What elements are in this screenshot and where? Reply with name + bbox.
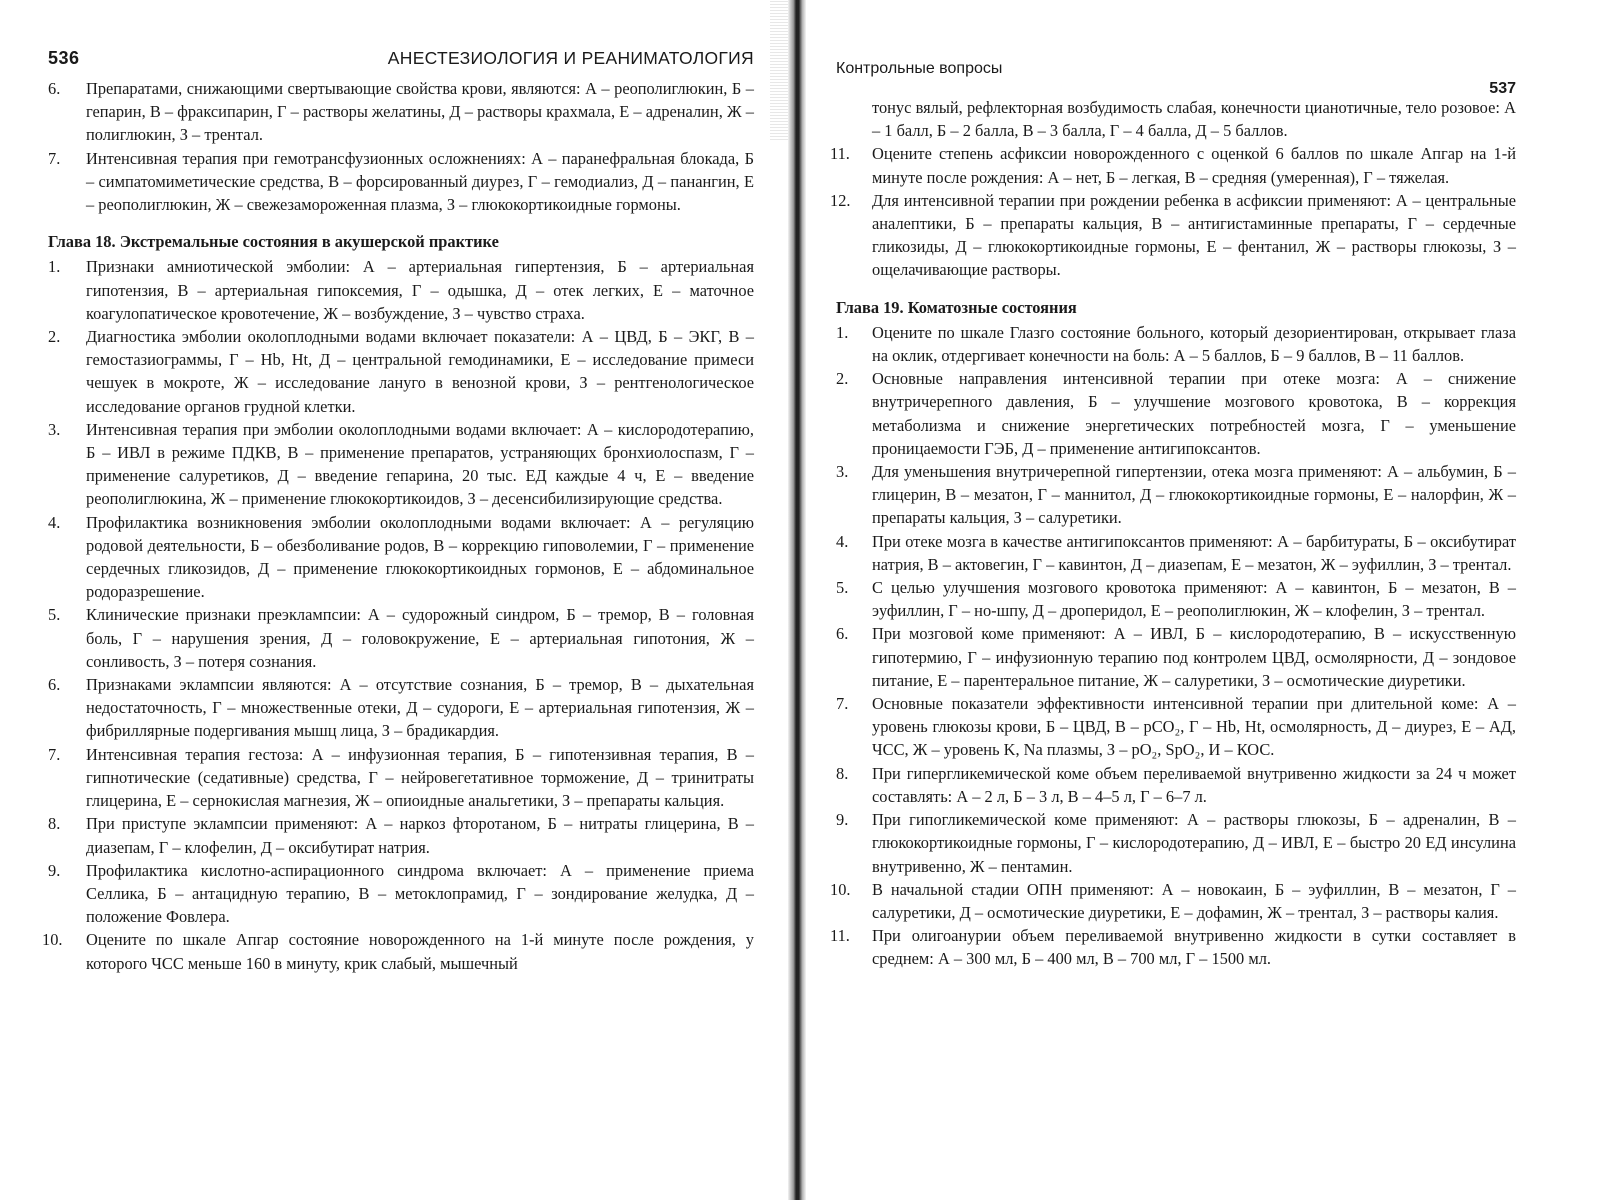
left-page	[0, 0, 790, 1200]
list-item	[48, 418, 754, 511]
question-number: 1.	[48, 257, 61, 277]
list-item	[48, 77, 754, 147]
list-item	[830, 189, 1516, 282]
question-number: 2.	[48, 327, 61, 347]
list-item	[836, 808, 1516, 878]
question-text: При гипогликемической коме применяют: А – растворы глюкозы, Б – адреналин, В – глюкокортикоидные гормоны, Г – кислородотерапию, Д – ИВЛ, Е – быстро 20 ЕД инсулина внутривенно, Ж – пентамин.	[872, 810, 1516, 876]
question-text: При отеке мозга в качестве антигипоксантов применяют: А – барбитураты, Б – оксибутират натрия, В – актовегин, Г – кавинтон, Д – диазепам, Е – мезатон, Ж – эуфиллин, З – трентал.	[872, 531, 1516, 574]
question-number: 8.	[48, 814, 61, 834]
question-number: 7.	[836, 694, 849, 714]
list-item	[48, 325, 754, 418]
question-text: Интенсивная терапия при гемотрансфузионных осложнениях: А – паранефральная блокада, Б – симпатомиметические средства, В – форсированный диурез, Г – гемодиализ, Д – панангин, Е – реополиглюкин, Ж – свежезамороженная плазма, З – глюкокортикоидные гормоны.	[86, 148, 754, 215]
question-number: 5.	[836, 578, 849, 598]
question-text: В начальной стадии ОПН применяют: А – новокаин, Б – эуфиллин, В – мезатон, Г – салуретики, Д – осмотические диуретики, Е – дофамин, Ж – трентал, З – растворы калия.	[872, 879, 1516, 922]
list-item	[836, 762, 1516, 808]
question-text: При олигоанурии объем переливаемой внутривенно жидкости в сутки составляет в среднем: А – 300 мл, Б – 400 мл, В – 700 мл, Г – 1500 мл.	[872, 926, 1516, 969]
question-text: При мозговой коме применяют: А – ИВЛ, Б – кислородотерапию, В – искусственную гипотермию, Г – инфузионную терапию под контролем ЦВД, осмолярности, Д – зондовое питание, Е – парентеральное питание, Ж – салуретики, З – осмотические диуретики.	[872, 624, 1516, 690]
question-text: Признаки амниотической эмболии: А – артериальная гипертензия, Б – артериальная гипотензия, В – артериальная гипоксемия, Г – одышка, Д – отек легких, Е – маточное коагулопатическое кровотечение, Ж – возбуждение, З – чувство страха.	[86, 257, 754, 323]
chapter-heading: Глава 19. Коматозные состояния	[836, 297, 1077, 317]
question-number: 3.	[48, 419, 61, 439]
question-number: 11.	[830, 144, 850, 164]
question-text: Оцените степень асфиксии новорожденного с оценкой 6 баллов по шкале Апгар на 1-й минуте после рождения: А – нет, Б – легкая, В – средняя (умеренная), Г – тяжелая.	[872, 144, 1516, 187]
question-text: Интенсивная терапия при эмболии околоплодными водами включает: А – кислородотерапию, Б – ИВЛ в режиме ПДКВ, В – применение препаратов, устраняющих бронхиолоспазм, Г – применение салуретиков, Д – введение гепарина, 20 тыс. ЕД каждые 4 ч, Е – введение реополиглюкина, Ж – применение глюкокортикоидов, З – десенсибилизирующие средства.	[86, 419, 754, 509]
list-item	[48, 859, 754, 929]
question-number: 10.	[830, 879, 851, 899]
question-number: 1.	[836, 322, 849, 342]
question-number: 7.	[48, 744, 61, 764]
left-top-questions	[48, 77, 754, 216]
question-text: Основные показатели эффективности интенсивной терапии при длительной коме: А – уровень глюкозы крови, Б – ЦВД, В – pCO₂, Г – Hb, Ht, осмолярность, Д – диурез, Е – АД, ЧСС, Ж – уровень K, Na плазмы, З – pO₂, SpO₂, И – КОС.	[872, 694, 1516, 760]
question-text: Оцените по шкале Глазго состояние больного, который дезориентирован, открывает глаза на оклик, отдергивает конечности на боль: А – 5 баллов, Б – 9 баллов, В – 11 баллов.	[872, 322, 1516, 366]
list-item	[836, 692, 1516, 762]
question-number: 7.	[48, 148, 61, 168]
question-number: 5.	[48, 605, 61, 625]
question-text: С целью улучшения мозгового кровотока применяют: А – кавинтон, Б – мезатон, В – эуфиллин, Г – но-шпу, Д – дроперидол, Е – реополиглюкин, Ж – клофелин, З – трентал.	[872, 578, 1516, 621]
question-text: Для уменьшения внутричерепной гипертензии, отека мозга применяют: А – альбумин, Б – глицерин, В – мезатон, Г – маннитол, Д – глюкокортикоидные гормоны, Е – налорфин, Ж – препараты кальция, З – салуретики.	[872, 462, 1516, 528]
list-item	[836, 367, 1516, 460]
question-number: 2.	[836, 369, 849, 389]
list-item	[48, 603, 754, 673]
question-text: Профилактика кислотно-аспирационного синдрома включает: А – применение приема Селлика, Б – антацидную терапию, В – метоклопрамид, Г – зондирование желудка, Д – положение Фовлера.	[86, 860, 754, 927]
question-text: Основные направления интенсивной терапии при отеке мозга: А – снижение внутричерепного давления, Б – улучшение мозгового кровотока, В – коррекция метаболизма и снижение энергетических потребностей мозга, Г – уменьшение проницаемости ГЭБ, Д – применение антигипоксантов.	[872, 369, 1516, 458]
question-number: 6.	[48, 675, 61, 695]
list-item	[42, 928, 754, 974]
list-item	[48, 255, 754, 325]
question-text: Признаками эклампсии являются: А – отсутствие сознания, Б – тремор, В – дыхательная недостаточность, Г – множественные отеки, Д – судороги, Е – артериальная гипотензия, Ж – фибриллярные подергивания мышц лица, З – брадикардия.	[86, 675, 754, 741]
list-item	[830, 878, 1516, 924]
right-page	[806, 0, 1600, 1200]
question-number: 6.	[836, 624, 849, 644]
list-item	[836, 321, 1516, 367]
list-item	[830, 924, 1516, 970]
left-running-title: АНЕСТЕЗИОЛОГИЯ И РЕАНИМАТОЛОГИЯ	[387, 48, 754, 68]
question-number: 4.	[48, 512, 61, 532]
list-item	[836, 576, 1516, 622]
question-number: 9.	[48, 860, 61, 880]
question-number: 10.	[42, 930, 63, 950]
question-continuation: тонус вялый, рефлекторная возбудимость слабая, конечности цианотичные, тело розовое: А – 1 балл, Б – 2 балла, В – 3 балла, Г – 4 балла, Д – 5 баллов.	[872, 98, 1516, 141]
question-number: 9.	[836, 810, 849, 830]
book-gutter	[788, 0, 806, 1200]
list-item	[48, 743, 754, 813]
question-text: Препаратами, снижающими свертывающие свойства крови, являются: А – реополиглюкин, Б – гепарин, В – фраксипарин, Г – растворы желатины, Д – растворы крахмала, Е – адреналин, Ж – полиглюкин, З – трентал.	[86, 79, 754, 145]
question-number: 12.	[830, 190, 851, 210]
question-text: Интенсивная терапия гестоза: А – инфузионная терапия, Б – гипотензивная терапия, В – гипнотические (седативные) средства, Г – нейровегетативное торможение, Д – тринитраты глицерина, Е – сернокислая магнезия, Ж – опиоидные анальгетики, З – препараты кальция.	[86, 744, 754, 811]
question-text: Профилактика возникновения эмболии околоплодными водами включает: А – регуляцию родовой деятельности, Б – обезболивание родов, В – коррекцию гиповолемии, Г – применение сердечных гликозидов, Д – применение глюкокортикоидных гормонов, Е – абдоминальное родоразрешение.	[86, 512, 754, 602]
question-text: Клинические признаки преэклампсии: А – судорожный синдром, Б – тремор, В – головная боль, Г – нарушения зрения, Д – головокружение, Е – артериальная гипотония, Ж – сонливость, З – потеря сознания.	[86, 605, 754, 671]
chapter-18-questions	[42, 255, 754, 974]
list-item	[48, 673, 754, 743]
question-text: При гипергликемической коме объем переливаемой внутривенно жидкости за 24 ч может составлять: А – 2 л, Б – 3 л, В – 4–5 л, Г – 6–7 л.	[872, 763, 1516, 806]
list-item	[830, 142, 1516, 188]
right-page-number: 537	[1489, 80, 1516, 97]
chapter-heading: Глава 18. Экстремальные состояния в акушерской практике	[48, 232, 499, 252]
question-text: Диагностика эмболии околоплодными водами включает показатели: А – ЦВД, Б – ЭКГ, В – гемостазиограммы, Г – Hb, Ht, Д – центральной гемодинамики, Е – исследование примеси чешуек в мокроте, Ж – исследование лануго в венозной крови, З – рентгенологическое исследование органов грудной клетки.	[86, 327, 754, 416]
list-item	[836, 530, 1516, 576]
chapter-19-questions	[830, 321, 1516, 971]
question-number: 8.	[836, 763, 849, 783]
list-item	[48, 812, 754, 858]
question-text: При приступе эклампсии применяют: А – наркоз фторотаном, Б – нитраты глицерина, В – диазепам, Г – клофелин, Д – оксибутират натрия.	[86, 814, 754, 857]
right-running-title: Контрольные вопросы	[836, 60, 1003, 77]
question-number: 3.	[836, 462, 849, 482]
question-number: 11.	[830, 926, 850, 946]
left-running-head	[48, 48, 754, 69]
list-item	[48, 147, 754, 217]
question-number: 6.	[48, 79, 61, 98]
list-item	[48, 511, 754, 604]
question-text: Оцените по шкале Апгар состояние новорожденного на 1-й минуте после рождения, у которого ЧСС меньше 160 в минуту, крик слабый, мышечный	[86, 930, 754, 973]
question-number: 4.	[836, 531, 849, 551]
list-item	[836, 622, 1516, 692]
right-top-questions	[830, 96, 1516, 282]
left-page-number: 536	[48, 48, 80, 68]
list-item	[836, 460, 1516, 530]
question-text: Для интенсивной терапии при рождении ребенка в асфиксии применяют: А – центральные аналептики, Б – препараты кальция, В – антигистаминные препараты, Г – сердечные гликозиды, Д – глюкокортикоидные гормоны, Е – фентанил, Ж – растворы глюкозы, З – ощелачивающие растворы.	[872, 190, 1516, 280]
